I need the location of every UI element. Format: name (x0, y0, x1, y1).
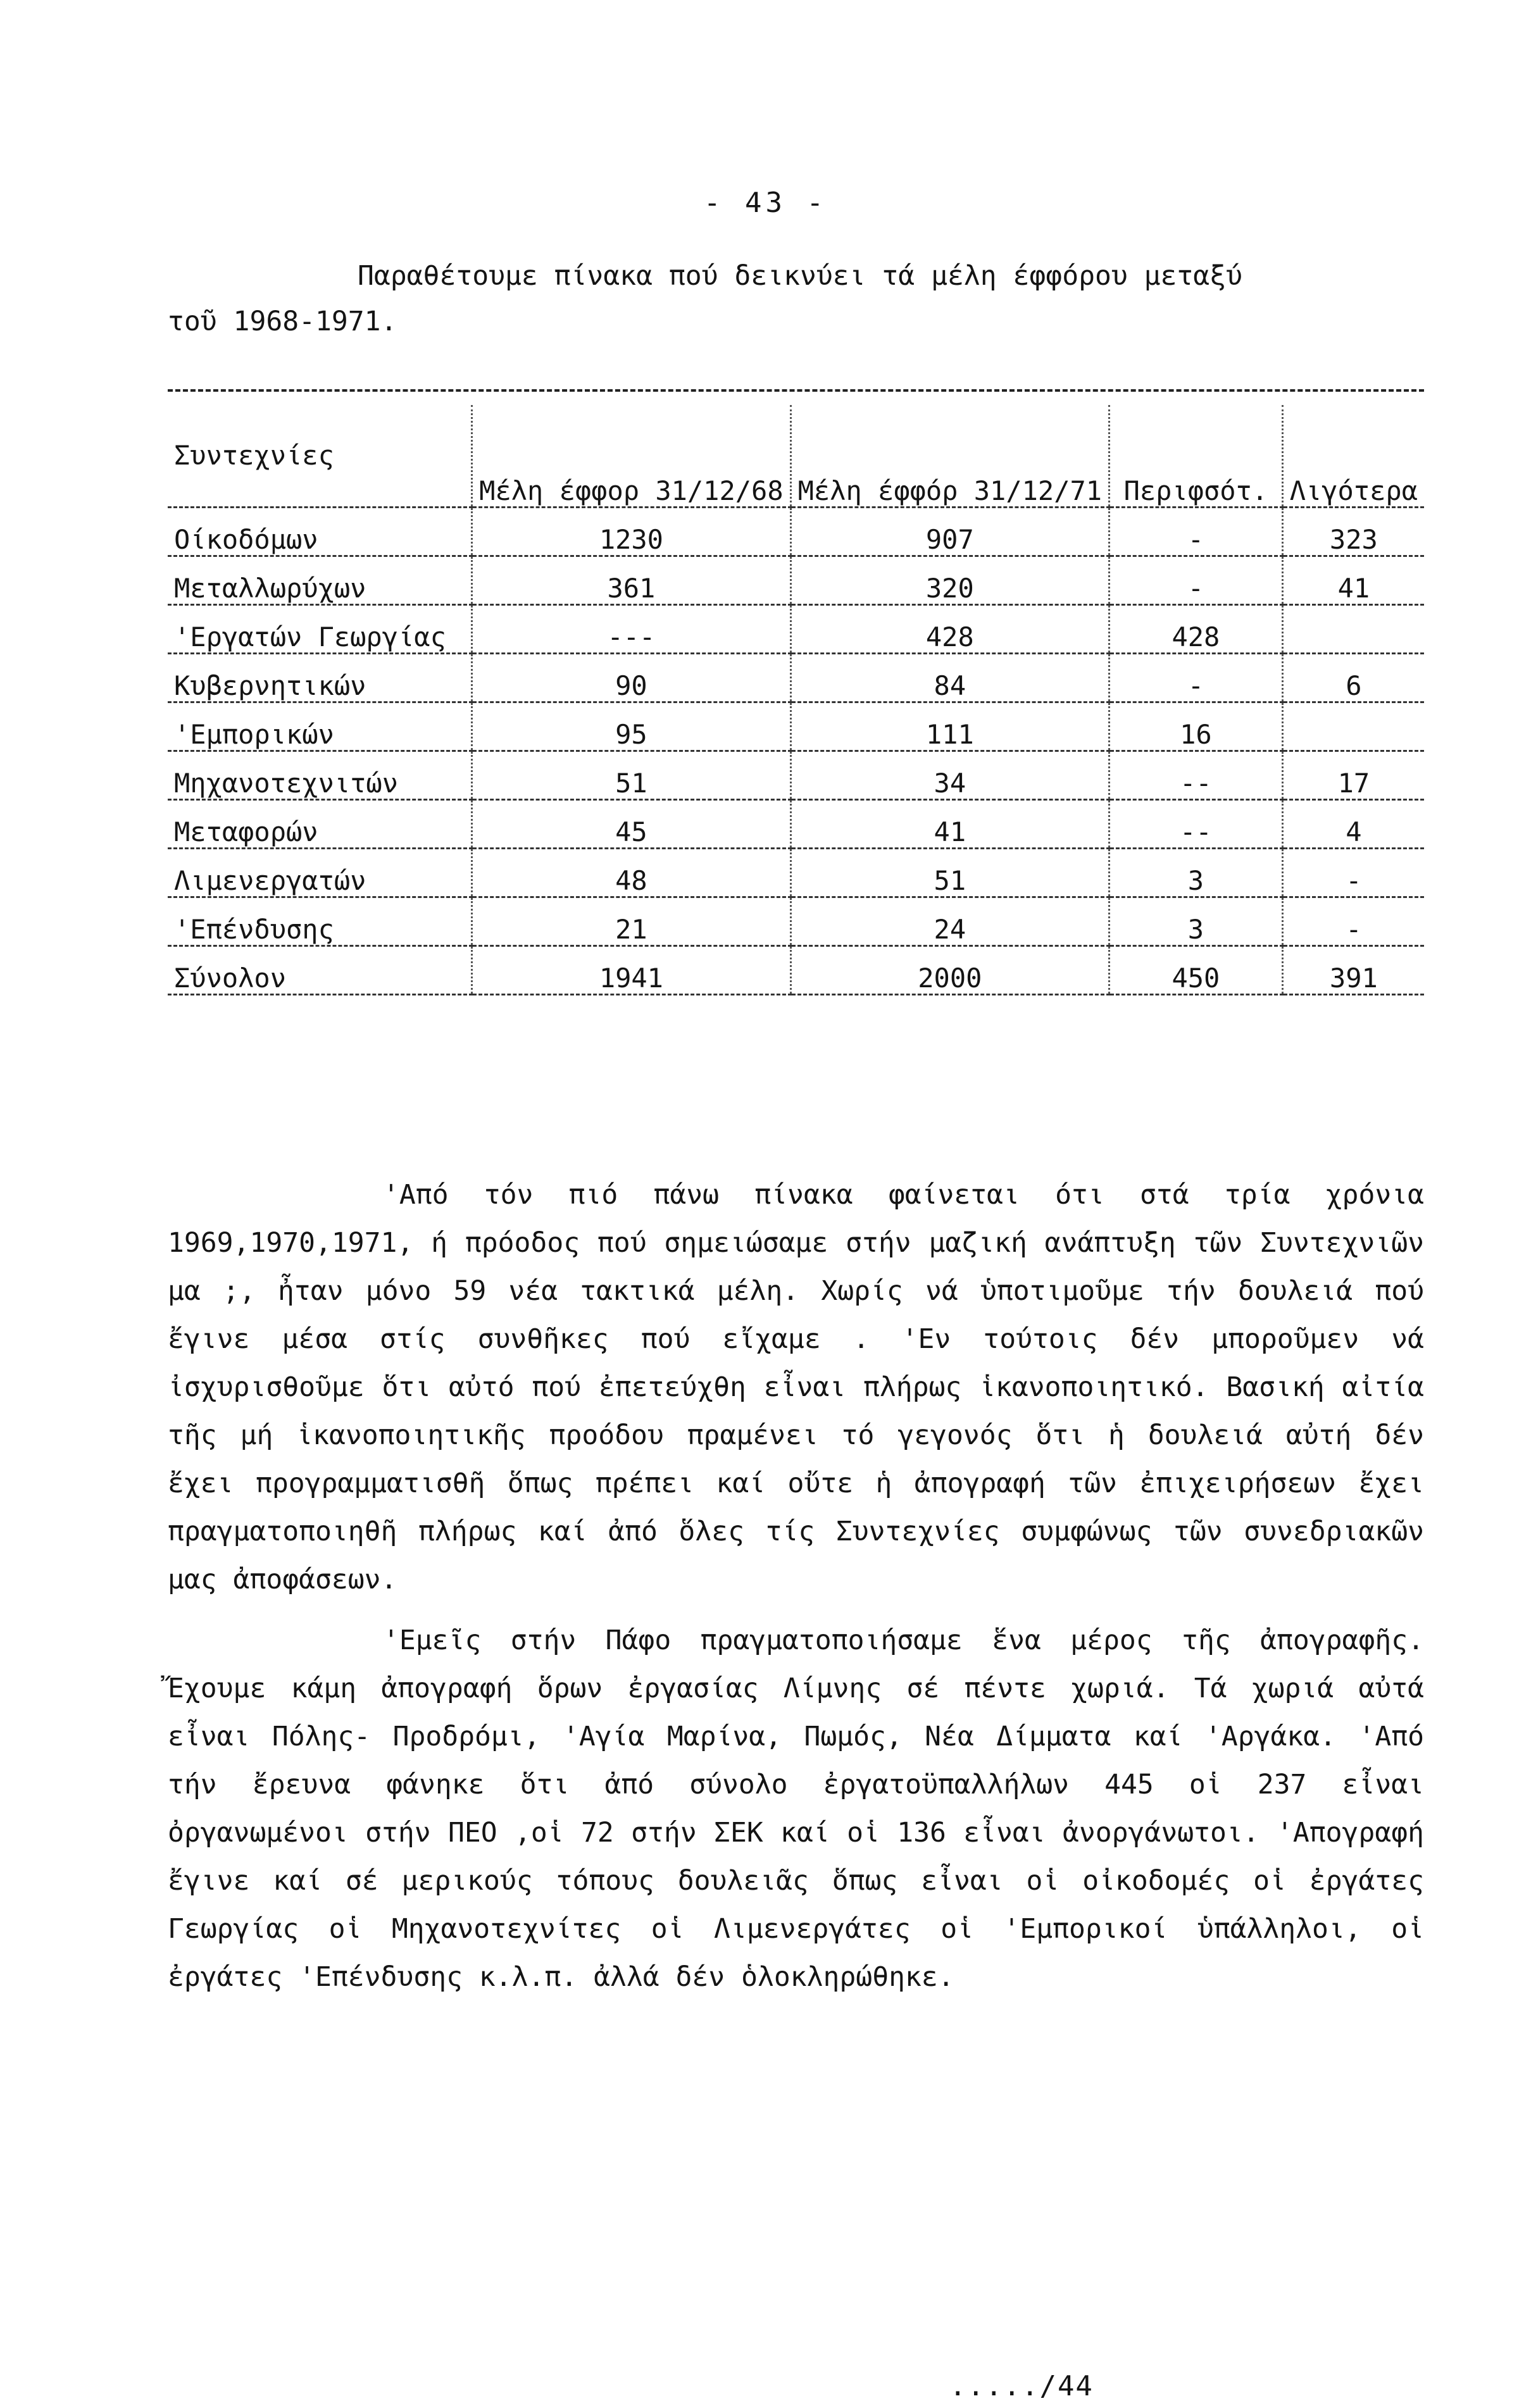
value-cell: 21 (472, 897, 790, 946)
table-top-rule (168, 389, 1424, 392)
union-name-cell: 'Εμπορικών (168, 702, 472, 751)
table-row (168, 751, 1424, 800)
table-row (168, 702, 1424, 751)
value-cell: 34 (790, 751, 1109, 800)
table-body (168, 508, 1424, 995)
union-name-cell: Μηχανοτεχνιτών (168, 751, 472, 800)
value-cell: 391 (1282, 946, 1424, 995)
value-cell: 48 (472, 849, 790, 897)
value-cell: 41 (790, 800, 1109, 849)
value-cell: - (1109, 556, 1283, 605)
union-name-cell: 'Εργατών Γεωργίας (168, 605, 472, 654)
intro-line-2: τοῦ 1968-1971. (168, 306, 397, 337)
value-cell: --- (472, 605, 790, 654)
value-cell: 428 (1109, 605, 1283, 654)
value-cell (1282, 702, 1424, 751)
union-name-cell: Οίκοδόμων (168, 508, 472, 556)
value-cell: 90 (472, 654, 790, 702)
value-cell: 361 (472, 556, 790, 605)
value-cell: 6 (1282, 654, 1424, 702)
header-fewer: Λιγότερα (1282, 405, 1424, 508)
total-row (168, 946, 1424, 995)
table-row (168, 556, 1424, 605)
page-number: - 43 - (704, 187, 827, 219)
table-row (168, 605, 1424, 654)
value-cell: 17 (1282, 751, 1424, 800)
header-members-1968: Μέλη έφφορ 31/12/68 (472, 405, 790, 508)
value-cell: 111 (790, 702, 1109, 751)
union-name-cell: 'Επένδυσης (168, 897, 472, 946)
value-cell: 51 (790, 849, 1109, 897)
union-name-cell: Μεταφορών (168, 800, 472, 849)
value-cell: - (1109, 508, 1283, 556)
value-cell: 3 (1109, 849, 1283, 897)
header-more: Περιφσότ. (1109, 405, 1283, 508)
table-row (168, 654, 1424, 702)
value-cell: 16 (1109, 702, 1283, 751)
value-cell: 1941 (472, 946, 790, 995)
header-unions: Συντεχνίες (168, 405, 472, 508)
value-cell: 428 (790, 605, 1109, 654)
value-cell: - (1282, 849, 1424, 897)
table-row (168, 849, 1424, 897)
value-cell: 45 (472, 800, 790, 849)
table-header-row (168, 405, 1424, 508)
table-row (168, 800, 1424, 849)
value-cell: 41 (1282, 556, 1424, 605)
table-row (168, 897, 1424, 946)
membership-table (168, 405, 1424, 995)
union-name-cell: Λιμενεργατών (168, 849, 472, 897)
value-cell: 3 (1109, 897, 1283, 946)
header-members-1971: Μέλη έφφόρ 31/12/71 (790, 405, 1109, 508)
value-cell: 907 (790, 508, 1109, 556)
value-cell (1282, 605, 1424, 654)
union-name-cell: Μεταλλωρύχων (168, 556, 472, 605)
value-cell: 84 (790, 654, 1109, 702)
value-cell: 320 (790, 556, 1109, 605)
paragraph-2: 'Εμεῖς στήν Πάφο πραγματοποιήσαμε ἕνα μέρος τῆς ἀπογραφῆς. Ἔχουμε κάμη ἀπογραφή ὅρων ἐργασίας Λίμνης σέ πέντε χωριά. Τά χωριά αὐτά εἶναι Πόλης- Προδρόμι, 'Αγία Μαρίνα, Πωμός, Νέα Δίμματα καί 'Αργάκα. 'Από τήν ἔρευνα φάνηκε ὅτι ἀπό σύνολο ἐργατοϋπαλλήλων 445 οἱ 237 εἶναι ὀργανωμένοι στήν ΠΕΟ ,οἱ 72 στήν ΣΕΚ καί οἱ 136 εἶναι ἀνοργάνωτοι. 'Απογραφή ἔγινε καί σέ μερικούς τόπους δουλειᾶς ὅπως εἶναι οἱ οἰκοδομές οἱ ἐργάτες Γεωργίας οἱ Μηχανοτεχνίτες οἱ Λιμενεργάτες οἱ 'Εμπορικοί ὑπάλληλοι, οἱ ἐργάτες 'Επένδυσης κ.λ.π. ἀλλά δέν ὁλοκληρώθηκε. (168, 1625, 1424, 1993)
value-cell: 1230 (472, 508, 790, 556)
value-cell: -- (1109, 800, 1283, 849)
paragraph-1: 'Από τόν πιό πάνω πίνακα φαίνεται ότι στά τρία χρόνια 1969,1970,1971, ή πρόοδος πού σημειώσαμε στήν μαζική ανάπτυξη τῶν Συντεχνιῶν μα ;, ἦταν μόνο 59 νέα τακτικά μέλη. Χωρίς νά ὑποτιμοῦμε τήν δουλειά πού ἔγινε μέσα στίς συνθῆκες πού εἴχαμε . 'Εν τούτοις δέν μποροῦμεν νά ἰσχυρισθοῦμε ὅτι αὐτό πού ἐπετεύχθη εἶναι πλήρως ἱκανοποιητικό. Βασική αἰτία τῆς μή ἱκανοποιητικῆς προόδου πραμένει τό γεγονός ὅτι ἡ δουλειά αὐτή δέν ἔχει προγραμματισθῆ ὅπως πρέπει καί οὔτε ἡ ἀπογραφή τῶν ἐπιχειρήσεων ἔχει πραγματοποιηθῆ πλήρως καί ἀπό ὅλες τίς Συντεχνίες συμφώνως τῶν συνεδριακῶν μας ἀποφάσεων. (168, 1179, 1424, 1595)
value-cell: 51 (472, 751, 790, 800)
value-cell: - (1109, 654, 1283, 702)
value-cell: -- (1109, 751, 1283, 800)
intro-line-1: Παραθέτουμε πίνακα πού δεικνύει τά μέλη έφφόρου μεταξύ (358, 260, 1242, 292)
value-cell: 450 (1109, 946, 1283, 995)
intro-text (168, 253, 1421, 344)
value-cell: - (1282, 897, 1424, 946)
body-text (168, 1171, 1424, 2014)
value-cell: 24 (790, 897, 1109, 946)
next-page-marker: ...../44 (949, 2370, 1094, 2402)
value-cell: 4 (1282, 800, 1424, 849)
value-cell: 323 (1282, 508, 1424, 556)
value-cell: 95 (472, 702, 790, 751)
union-name-cell: Σύνολον (168, 946, 472, 995)
table-row (168, 508, 1424, 556)
union-name-cell: Κυβερνητικών (168, 654, 472, 702)
value-cell: 2000 (790, 946, 1109, 995)
